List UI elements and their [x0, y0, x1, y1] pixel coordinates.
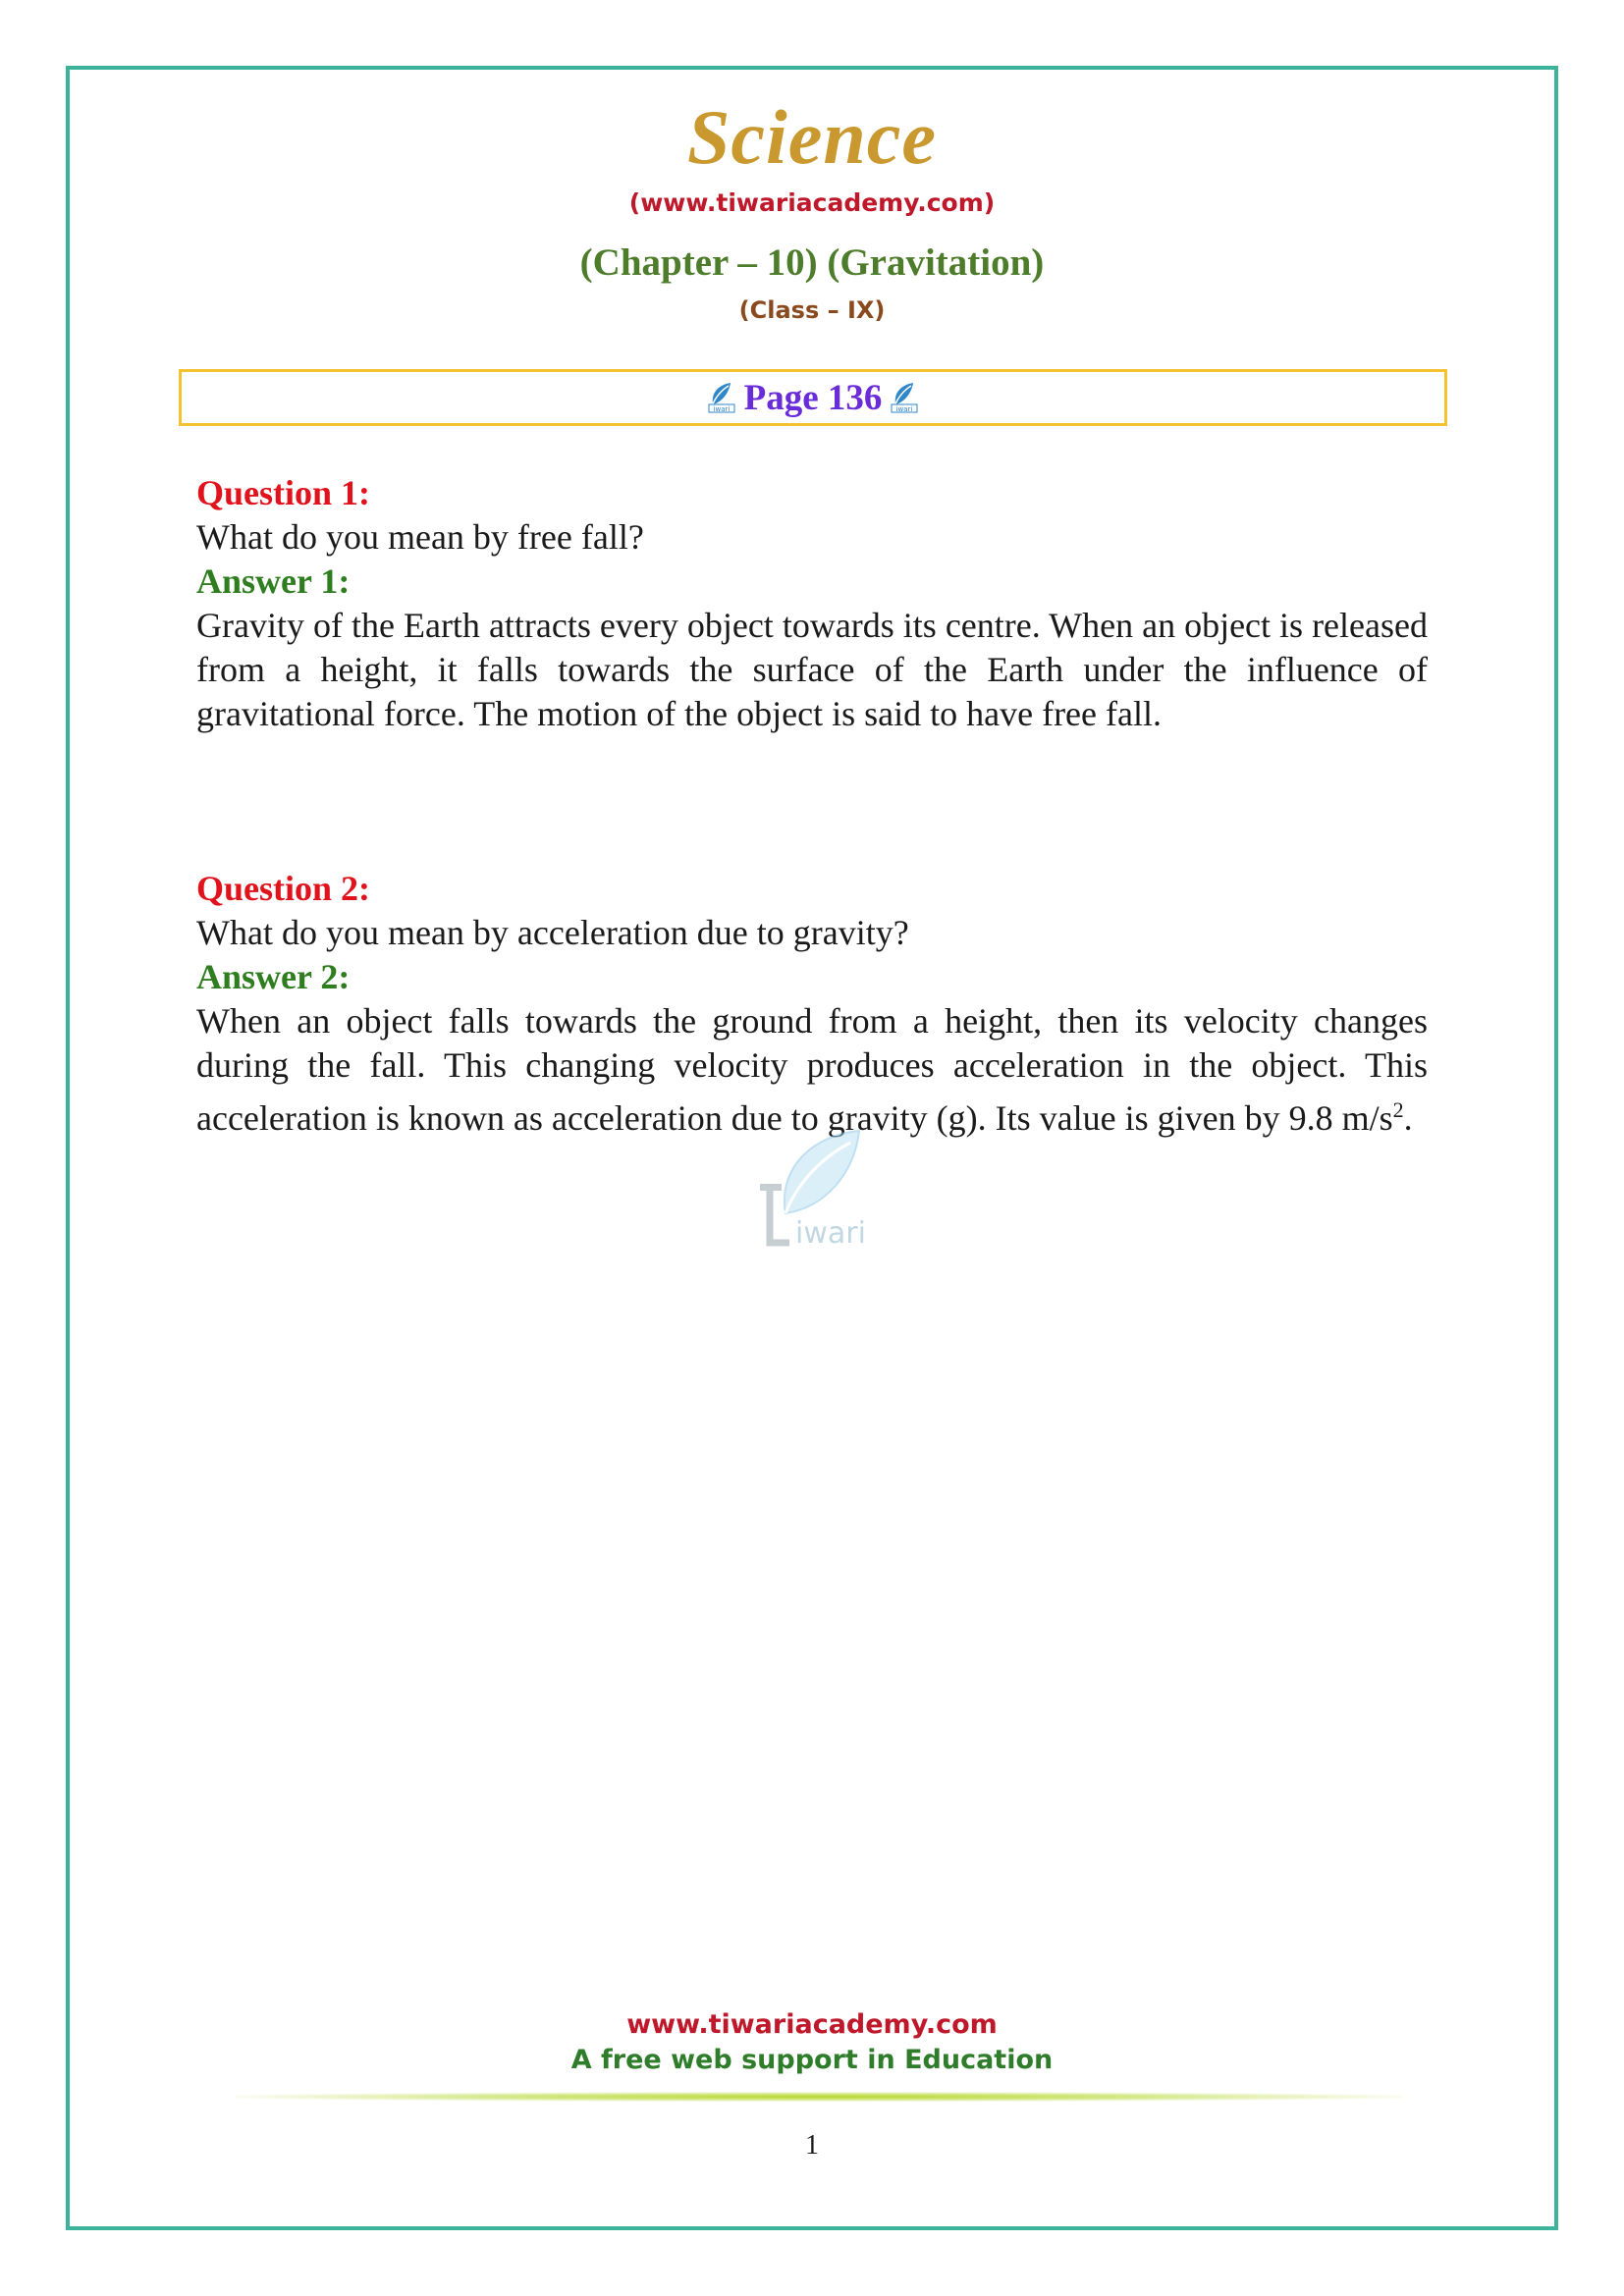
question-block-2 [196, 867, 1428, 1141]
page-number-box [179, 369, 1447, 426]
footer-site-link: www.tiwariacademy.com [626, 2009, 998, 2040]
page-label: Page 136 [743, 377, 883, 418]
answer-text [196, 999, 1428, 1141]
question-text: What do you mean by acceleration due to gravity? [196, 913, 909, 952]
page-number: 1 [805, 2130, 819, 2161]
page-title: Science [687, 94, 937, 180]
answer-superscript: 2 [1392, 1097, 1404, 1122]
tiwari-logo-icon [705, 381, 738, 414]
answer-label: Answer 2: [196, 957, 351, 996]
footer-tagline: A free web support in Education [570, 2045, 1054, 2075]
answer-text-main: When an object falls towards the ground from a height, then its velocity changes during the fall. This changing velocity produces acceleration in the object. This acceleration is known as acceleration due to gravity (g). Its value is given by 9.8 m/s [196, 1001, 1428, 1138]
answer-text-end: . [1403, 1098, 1413, 1138]
svg-text:iwari: iwari [713, 405, 731, 413]
header-site-link: (www.tiwariacademy.com) [628, 188, 996, 217]
footer-divider [236, 2092, 1404, 2102]
answer-text: Gravity of the Earth attracts every object towards its centre. When an object is released from a height, it falls towards the surface of the Earth under the influence of gravitational force. The motion of the object is said to have free fall. [196, 606, 1428, 733]
question-label: Question 1: [196, 473, 371, 512]
class-label: (Class – IX) [738, 296, 886, 324]
svg-text:iwari: iwari [895, 405, 913, 413]
question-label: Question 2: [196, 869, 371, 908]
chapter-heading: (Chapter – 10) (Gravitation) [579, 241, 1045, 284]
watermark-text: iwari [795, 1216, 866, 1250]
question-text: What do you mean by free fall? [196, 517, 644, 557]
tiwari-leaf-watermark-icon [756, 1127, 874, 1250]
question-block-1 [196, 471, 1428, 736]
answer-label: Answer 1: [196, 561, 351, 601]
tiwari-logo-icon [888, 381, 921, 414]
